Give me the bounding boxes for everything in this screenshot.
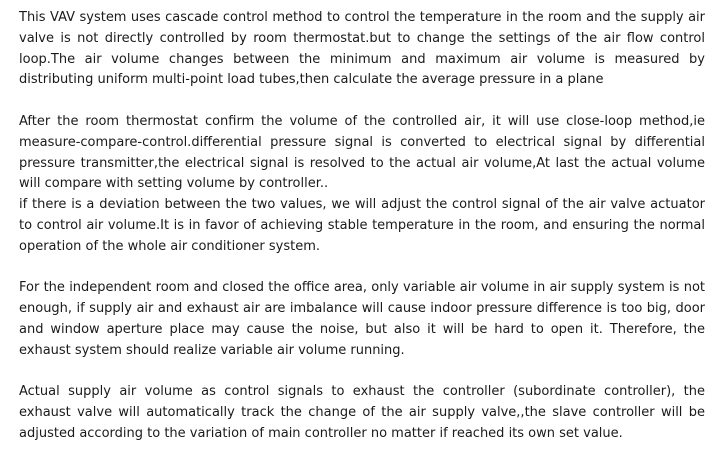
paragraph-exhaust-system <box>19 278 705 361</box>
paragraph-line: For the independent room and closed the office area, only variable air volume in air supply system is not enough, if supply air and exhaust air are imbalance will cause indoor pressure difference is too big, door and window aperture place may cause the noise, but also it will be hard to open it. Therefore, the exhaust system should realize variable air volume running. <box>19 280 705 358</box>
paragraph-vav-cascade-control <box>19 8 705 91</box>
paragraph-close-loop-method <box>19 112 705 258</box>
paragraph-supply-exhaust-control <box>19 382 705 444</box>
paragraph-line: Actual supply air volume as control signals to exhaust the controller (subordinate controller), the exhaust valve will automatically track the change of the air supply valve,,the slave controller will be adjusted according to the variation of main controller no matter if reached its own set value. <box>19 384 705 441</box>
paragraph-line: This VAV system uses cascade control method to control the temperature in the room and the supply air valve is not directly controlled by room thermostat.but to change the settings of the air flow control loop.The air volume changes between the minimum and maximum air volume is measured by distributing uniform multi-point load tubes,then calculate the average pressure in a plane <box>19 10 705 88</box>
paragraph-line: After the room thermostat confirm the volume of the controlled air, it will use close-loop method,ie measure-compare-control.differential pressure signal is converted to electrical signal by differential pressure transmitter,the electrical signal is resolved to the actual air volume,At last the actual volume will compare with setting volume by controller.. <box>19 113 705 192</box>
paragraph-line: if there is a deviation between the two values, we will adjust the control signal of the air valve actuator to control air volume.It is in favor of achieving stable temperature in the room, and ensuring the normal operation of the whole air conditioner system. <box>19 197 705 254</box>
